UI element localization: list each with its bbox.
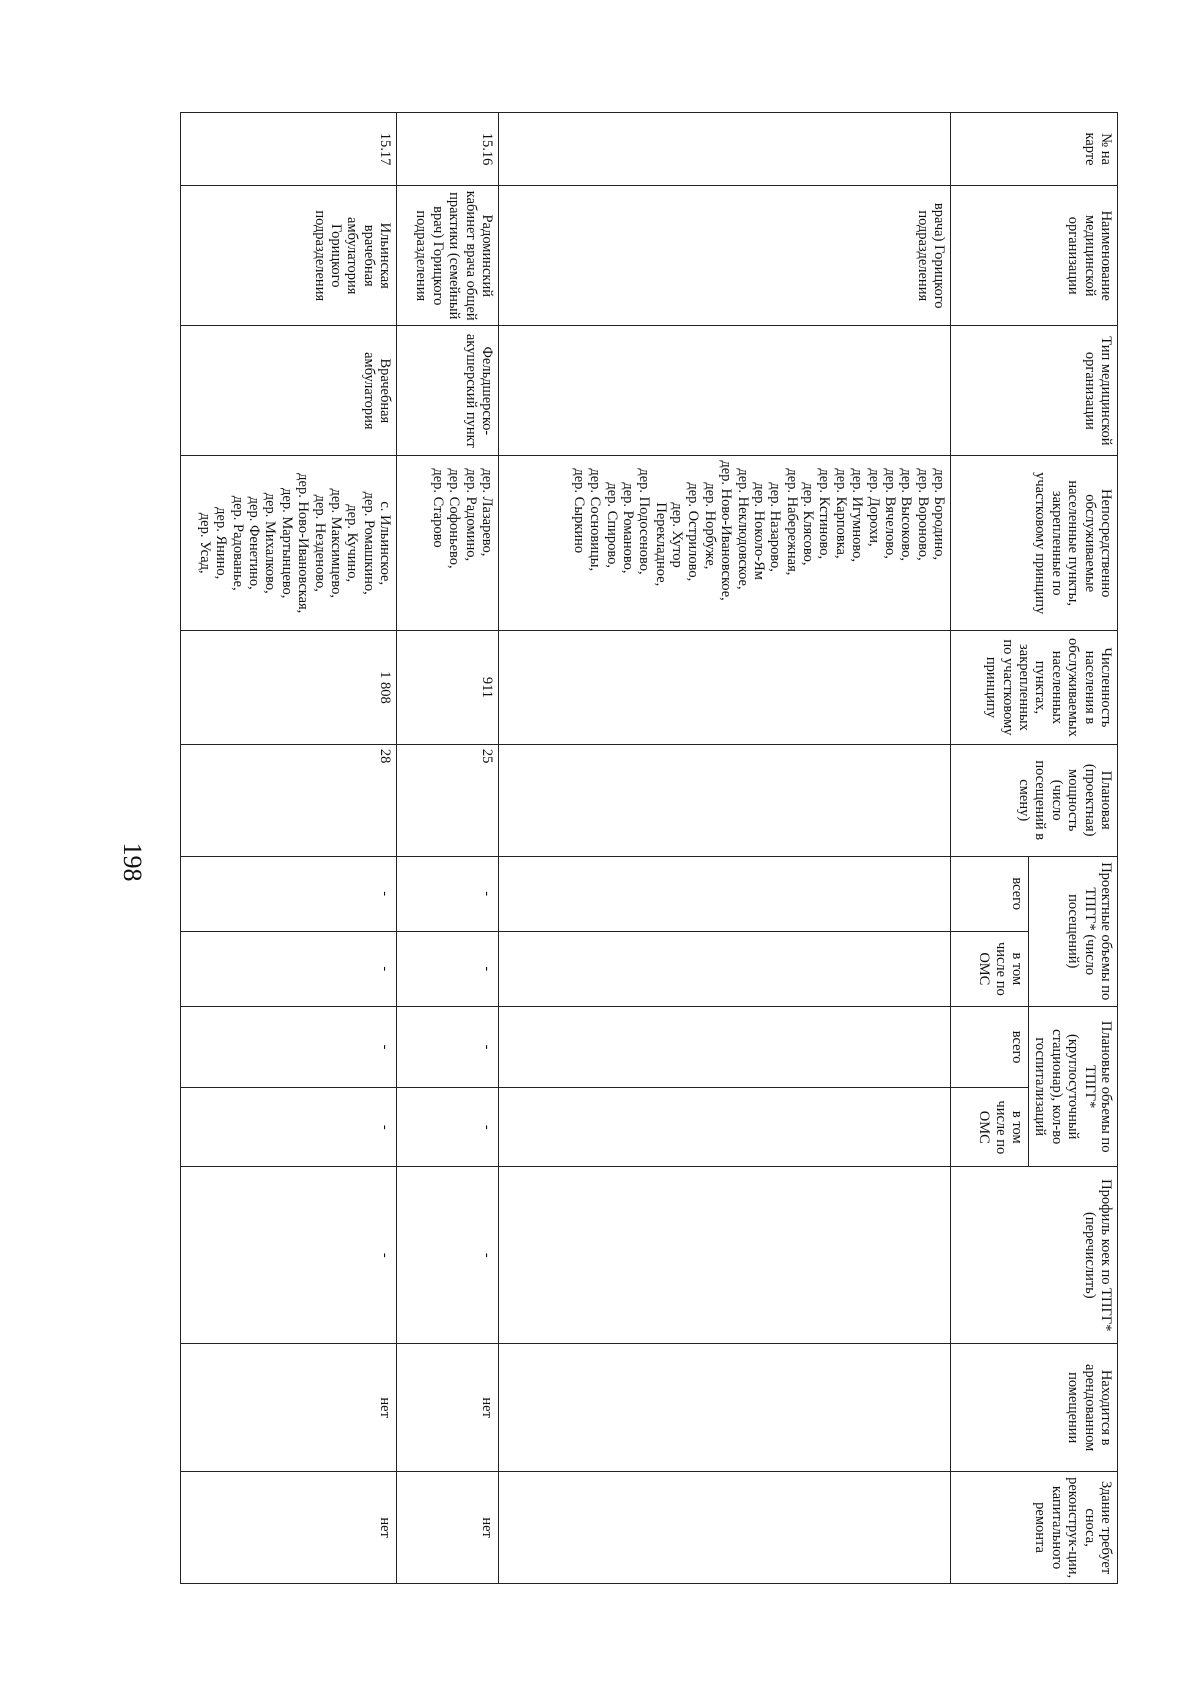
row-profile [498, 1167, 950, 1344]
row-capacity: 25 [397, 744, 499, 856]
header-rented: Находится в арендованном помещении [951, 1344, 1118, 1472]
subheader-planned-total: всего [951, 1006, 1029, 1087]
row-design-oms [498, 931, 950, 1006]
row-design-oms: - [397, 931, 499, 1006]
place-item: Перекладное, [652, 502, 669, 587]
header-design: Проектные объемы по ТПГГ* (число посещений) [1029, 856, 1118, 1006]
place-item: дер. Неклюдовское, [734, 468, 751, 590]
place-item: дер. Карповка, [832, 468, 849, 559]
row-repair: нет [181, 1472, 397, 1584]
header-planned: Плановые объемы по ТПГГ* (круглосуточный стационар), кол-во госпитализаций [1029, 1006, 1118, 1167]
row-profile: - [181, 1167, 397, 1344]
subheader-design-total: всего [951, 856, 1029, 931]
row-planned-total: - [397, 1006, 499, 1087]
row-type: Врачебная амбулатория [181, 326, 397, 456]
row-population [498, 631, 950, 745]
place-item: дер. Фенетино, [246, 496, 263, 590]
row-num: 15.17 [181, 113, 397, 186]
row-design-total: - [397, 856, 499, 931]
place-item: дер. Максимцево, [327, 488, 344, 598]
row-design-oms: - [181, 931, 397, 1006]
row-name: Радоминский кабинет врача общей практики (семейный врач) Горицкого подразделения [397, 186, 499, 326]
place-item: дер. Высоково, [898, 468, 915, 561]
table-row [498, 113, 950, 1584]
header-repair: Здание требует сноса, реконструк-ции, капитального ремонта [951, 1472, 1118, 1584]
place-item: дер. Подосеново, [636, 468, 653, 575]
table-row [397, 113, 499, 1584]
place-item: дер. Бородино, [931, 468, 948, 561]
place-item: дер. Назарово, [767, 482, 784, 572]
row-places [498, 456, 950, 631]
place-item: дер. Вороново, [914, 468, 931, 561]
place-item: дер. Дорохи, [865, 468, 882, 547]
place-item: дер. Романово, [620, 482, 636, 574]
place-item: дер. Усад, [196, 512, 213, 574]
place-item: дер. Янино, [213, 507, 230, 580]
place-item: дер. Незденово, [311, 494, 328, 592]
place-item: дер. Софоньево, [446, 468, 463, 569]
page-number: 198 [118, 842, 147, 882]
row-population: 911 [397, 631, 499, 745]
place-item: дер. Хутор [669, 502, 686, 568]
row-capacity: 28 [181, 744, 397, 856]
header-profile: Профиль коек по ТПГГ* (перечислить) [951, 1167, 1118, 1344]
place-item: дер. Кстиново, [816, 468, 833, 560]
header-num: № на карте [951, 113, 1118, 186]
row-profile: - [397, 1167, 499, 1344]
row-planned-oms [498, 1088, 950, 1167]
table-container [180, 112, 1118, 1584]
row-type [498, 326, 950, 456]
place-item: дер. Ромашкино, [360, 491, 377, 595]
facility-table [180, 112, 1118, 1584]
row-num: 15.16 [397, 113, 499, 186]
row-repair [498, 1472, 950, 1584]
row-places [397, 456, 499, 631]
place-item: дер. Михалково, [262, 492, 279, 594]
row-name: Ильинская врачебная амбулатория Горицкого подразделения [181, 186, 397, 326]
row-design-total: - [181, 856, 397, 931]
header-capacity: Плановая (проектная) мощность (число посещений в смену) [951, 744, 1118, 856]
subheader-planned-oms: в том числе по ОМС [951, 1088, 1029, 1167]
table-row [181, 113, 397, 1584]
header-row [1029, 113, 1118, 1584]
row-repair: нет [397, 1472, 499, 1584]
row-capacity [498, 744, 950, 856]
header-name: Наименование медицинской организации [951, 186, 1118, 326]
place-item: дер. Спирово, [603, 482, 620, 568]
place-item: дер. Ново-Ивановское, [718, 460, 735, 601]
place-item: дер. Клясово, [800, 482, 817, 566]
row-planned-total [498, 1006, 950, 1087]
place-item: дер. Игумново, [849, 468, 866, 562]
row-name: врача) Горицкого подразделения [498, 186, 950, 326]
row-planned-oms: - [397, 1088, 499, 1167]
row-places [181, 456, 397, 631]
place-item: дер. Острилово, [685, 482, 702, 582]
row-rented: нет [181, 1344, 397, 1472]
row-type: Фельдшерско-акушерский пункт [397, 326, 499, 456]
place-item: дер. Сосновицы, [587, 468, 604, 572]
place-item: дер. Радомино, [462, 468, 479, 562]
place-item: дер. Сыркино [570, 468, 587, 554]
place-item: дер. Норбуже, [701, 482, 718, 570]
row-population: 1 808 [181, 631, 397, 745]
row-planned-oms: - [181, 1088, 397, 1167]
place-item: дер. Вячелово, [882, 468, 898, 559]
place-item: дер. Ноколо-Ям [751, 482, 767, 580]
place-item: дер. Радованье, [229, 495, 246, 591]
header-population: Численность населения в обслуживаемых населенных пунктах, закрепленных по участковому принципу [951, 631, 1118, 745]
row-planned-total: - [181, 1006, 397, 1087]
rotated-table-frame [180, 112, 1118, 1584]
place-item: дер. Кучино, [344, 504, 361, 583]
header-type: Тип медицинской организации [951, 326, 1118, 456]
row-design-total [498, 856, 950, 931]
row-rented [498, 1344, 950, 1472]
row-rented: нет [397, 1344, 499, 1472]
place-item: дер. Лазарево, [478, 468, 495, 557]
place-item: дер. Ново-Ивановская, [295, 473, 312, 614]
subheader-design-oms: в том числе по ОМС [951, 931, 1029, 1006]
place-item: дер. Набережная, [783, 468, 800, 576]
place-item: дер. Мартынцево, [278, 488, 295, 599]
place-item: с. Ильинское, [377, 501, 394, 586]
header-places: Непосредственно обслуживаемые населенные пункты, закрепленные по участковому принципу [951, 456, 1118, 631]
place-item: дер. Старово [429, 468, 446, 548]
row-num [498, 113, 950, 186]
